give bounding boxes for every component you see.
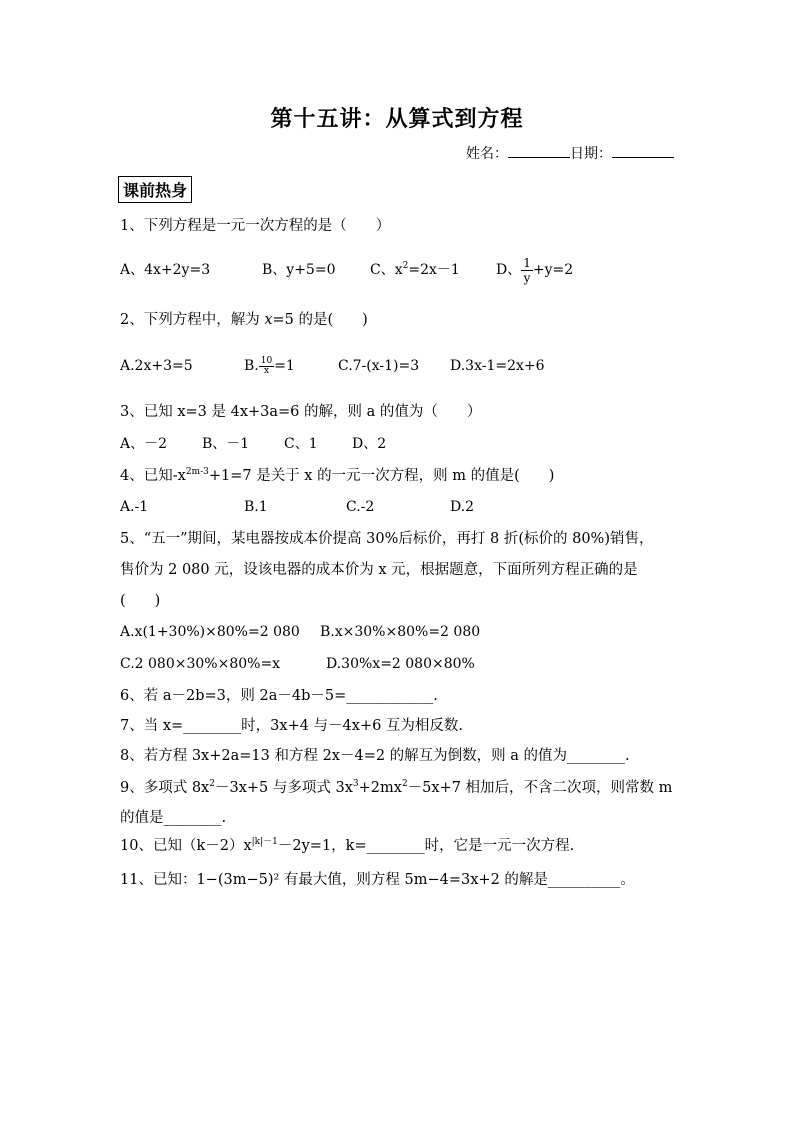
q3-option-b: B、－1 — [202, 436, 250, 452]
q4-option-b: B.1 — [244, 499, 268, 515]
q4-option-a: A.-1 — [120, 499, 149, 515]
q1-option-c: C、$x^2=2x-1$ — [370, 261, 460, 278]
q6-text: 6、若 a－2b=3，则 2a－4b－5=____________. — [120, 688, 438, 704]
date-blank — [612, 143, 674, 158]
q2-stem: 2、下列方程中，解为 x=5 的是( ) — [120, 312, 368, 328]
q5-option-d: D.30%x=2 080×80% — [326, 656, 475, 672]
q4-stem: 4、已知$-x^{2m-3}+1=7$ 是关于 x 的一元一次方程，则 m 的值是( ) — [120, 467, 555, 484]
q1-option-d: D、 $\frac{1}{y}$ +y=2 — [496, 255, 574, 285]
q1-option-a: A、4x+2y=3 — [120, 262, 211, 278]
q9-line-1: 9、多项式 $8x^2-3x+5$ 与多项式 $3x^3+2mx^2-5x+7$ 相加后，不含二次项，则常数 m — [120, 779, 673, 796]
q3-option-d: D、2 — [352, 436, 387, 452]
date-label: 日期： — [570, 146, 612, 162]
q4-option-c: C.-2 — [346, 499, 375, 515]
q7-text: 7、当 x=________时，3x+4 与－4x+6 互为相反数. — [120, 718, 464, 734]
name-date-line — [466, 143, 674, 163]
q2-option-c: C.7-(x-1)=3 — [338, 358, 420, 374]
q3-option-c: C、1 — [284, 436, 318, 452]
q5-line-2: 售价为 2 080 元，设该电器的成本价为 x 元，根据题意，下面所列方程正确的是 — [120, 562, 638, 578]
q3-option-a: A、－2 — [120, 436, 168, 452]
q9-line-2: 的值是________. — [120, 810, 227, 826]
q5-option-b: B.x×30%×80%=2 080 — [320, 624, 481, 640]
q4-option-d: D.2 — [450, 499, 475, 515]
name-blank — [508, 143, 570, 158]
q5-option-c: C.2 080×30%×80%=x — [120, 656, 281, 672]
q3-stem: 3、已知 x=3 是 4x+3a=6 的解，则 a 的值为（ ） — [120, 404, 482, 420]
section-label: 课前热身 — [118, 176, 192, 203]
q11-text: 11、已知：1−(3m−5)² 有最大值，则方程 5m−4=3x+2 的解是__________。 — [120, 872, 635, 888]
q8-text: 8、若方程 3x+2a=13 和方程 2x－4=2 的解互为倒数，则 a 的值为________. — [120, 748, 630, 764]
q1-stem: 1、下列方程是一元一次方程的是（ ） — [120, 218, 391, 234]
q5-option-a: A.x(1+30%)×80%=2 080 — [120, 624, 300, 640]
q2-option-d: D.3x-1=2x+6 — [450, 358, 545, 374]
q1-option-b: B、y+5=0 — [262, 262, 336, 278]
name-label: 姓名： — [466, 146, 508, 162]
q1-d-fraction: $\frac{1}{y}$ — [523, 255, 531, 285]
q2-option-b: B. $\frac{10}{x}$ =1 — [244, 355, 295, 376]
q10-text: 10、已知$(k-2)x^{|k|-1}-2y=1$，k=________时，它是一元一次方程. — [120, 837, 575, 854]
q2-option-a: A.2x+3=5 — [120, 358, 193, 374]
q5-line-1: 5、“五一”期间，某电器按成本价提高 30%后标价，再打 8 折(标价的 80%)销售， — [120, 531, 654, 547]
page-title: 第十五讲：从算式到方程 — [270, 106, 524, 132]
q2-b-fraction: $\frac{10}{x}$ — [260, 355, 273, 376]
q5-line-3: ( ) — [120, 593, 161, 609]
